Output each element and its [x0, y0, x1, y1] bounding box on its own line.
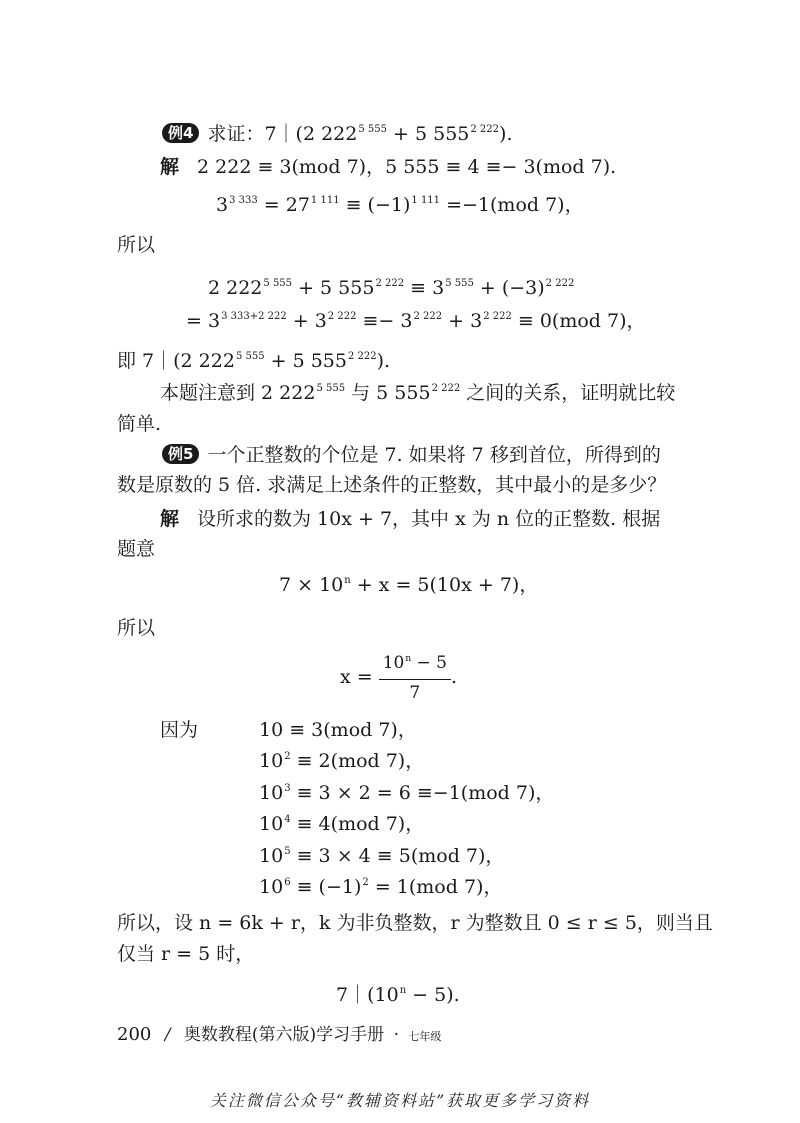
example-4-equation-1: $3^{3 333} = 27^{1 111} \equiv (-1)^{1 111} =-1(mod$ 7)，: [216, 194, 584, 216]
footer-dot: ·: [393, 1025, 399, 1045]
congruence-line-4: $10^4 \equiv 4(mod$ 7)，: [259, 813, 425, 835]
page-number: 200: [117, 1024, 152, 1045]
example-4-equation-3: = $3^{3 333+2 222} + 3^{2 222} \equiv- 3^{2 222} + 3^{2 222} \equiv 0(mod$ 7)，: [186, 310, 646, 332]
so-text: 所以: [117, 234, 156, 256]
fraction-numerator: $10^n - 5$: [379, 652, 451, 680]
example-5-solution-line-2: 题意: [117, 538, 156, 560]
page-footer: [117, 1020, 441, 1045]
example-4-note-line-1: 本题注意到 2 $222^{5 555}$ 与 5 $555^{2 222}$ 之间的关系，证明就比较: [160, 382, 676, 404]
congruence-line-5: $10^5 \equiv 3 \times 4 \equiv 5(mod$ 7)，: [259, 845, 505, 867]
fraction: [379, 652, 451, 704]
fraction-denominator: 7: [409, 683, 421, 703]
example-4-note-line-2: 简单.: [117, 413, 162, 435]
example-5-conclusion-line-2: 仅当 r = 5 时，: [117, 943, 255, 965]
example-5-badge: 例5: [162, 444, 199, 464]
because-text: 因为: [160, 719, 199, 741]
congruence-line-1: 10 ≡ 3(mod 7)，: [259, 719, 417, 741]
example-5-conclusion-line-1: 所以，设 n = 6k + r，k 为非负整数，r 为整数且 0 ≤ r ≤ 5，则当且: [117, 912, 713, 934]
congruence-line-3: $10^3 \equiv 3 \times 2 = 6 \equiv-1(mod$ 7)，: [259, 782, 555, 804]
example-5-equation-1: $7 \times 10^n + x = 5(10x + 7)$，: [279, 574, 539, 596]
solution-label: 解: [160, 156, 180, 178]
example-4-conclusion: 即 7｜(2 $222^{5 555} + 5$ $555^{2 222}$).: [117, 350, 391, 372]
so-text: 所以: [117, 617, 156, 639]
congruence-line-2: $10^2 \equiv 2(mod$ 7)，: [259, 750, 425, 772]
example-5-question-line-2: 数是原数的 5 倍. 求满足上述条件的正整数，其中最小的是多少？: [117, 474, 667, 496]
example-4-statement: 例4 求证：7｜(2 $222^{5 555} + 5$ $555^{2 222}$).: [162, 122, 512, 150]
grade-label: 七年级: [408, 1030, 442, 1043]
congruence-line-6: $10^6 \equiv (-1)^2 = 1(mod$ 7)，: [259, 876, 503, 898]
footer-separator: /: [164, 1025, 171, 1045]
example-5-equation-3: $7|(10^n - 5)$.: [336, 984, 460, 1006]
solution-label: 解: [160, 508, 180, 530]
watermark-text: 关注微信公众号“教辅资料站”获取更多学习资料: [209, 1091, 591, 1110]
book-title: 奥数教程(第六版)学习手册: [183, 1025, 385, 1045]
example-5-fraction-equation: x = $\frac{10^n - 5}{7}$ .: [340, 653, 458, 703]
example-5-question-line-1: 例5 一个正整数的个位是 7. 如果将 7 移到首位，所得到的: [162, 443, 661, 467]
example-4-equation-2: 2 $222^{5 555} + 5$ $555^{2 222} \equiv 3^{5 555} + (-3)^{2 222}$: [208, 277, 575, 299]
example-4-badge: 例4: [162, 123, 199, 143]
example-4-solution-line-1: 解 2 222 ≡ 3(mod 7)，5 555 ≡ 4 ≡− 3(mod 7).: [160, 156, 617, 178]
example-5-solution-line-1: 解 设所求的数为 10x + 7，其中 x 为 n 位的正整数. 根据: [160, 508, 661, 530]
